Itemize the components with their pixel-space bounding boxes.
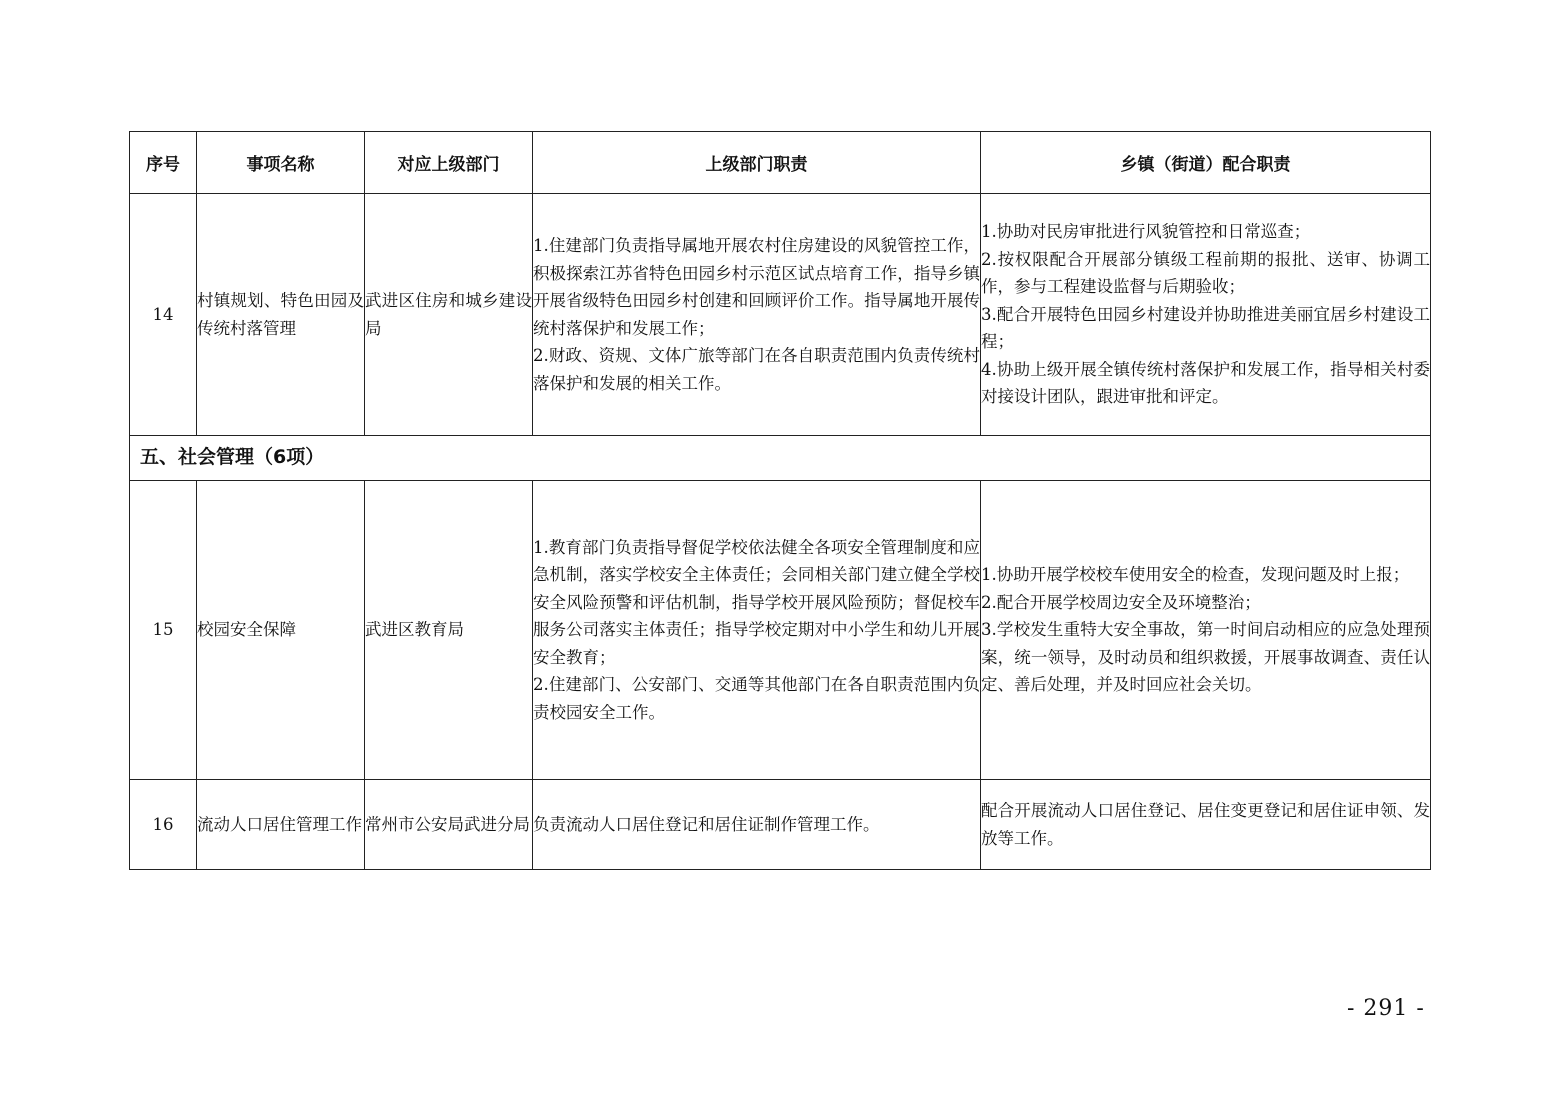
duty-item: 4.协助上级开展全镇传统村落保护和发展工作，指导相关村委对接设计团队，跟进审批和评定。 xyxy=(981,359,1430,407)
duty-item: 2.配合开展学校周边安全及环境整治； xyxy=(981,592,1261,612)
duty-item: 3.配合开展特色田园乡村建设并协助推进美丽宜居乡村建设工程； xyxy=(981,304,1430,352)
page-number: - 291 - xyxy=(1347,996,1425,1021)
row-item-name: 村镇规划、特色田园及传统村落管理 xyxy=(197,194,365,436)
row-item-name: 校园安全保障 xyxy=(197,481,365,780)
row-superior-duties xyxy=(533,780,981,870)
row-town-duties xyxy=(981,194,1431,436)
responsibility-table xyxy=(129,131,1431,870)
duty-item: 3.学校发生重特大安全事故，第一时间启动相应的应急处理预案，统一领导，及时动员和组织救援，开展事故调查、责任认定、善后处理，并及时回应社会关切。 xyxy=(981,620,1430,695)
duty-item: 1.教育部门负责指导督促学校依法健全各项安全管理制度和应急机制，落实学校安全主体责任；会同相关部门建立健全学校安全风险预警和评估机制，指导学校开展风险预防；督促校车服务公司落实主体责任；指导学校定期对中小学生和幼儿开展安全教育； xyxy=(533,537,980,667)
row-serial: 15 xyxy=(130,481,197,780)
row-serial: 14 xyxy=(130,194,197,436)
duty-item: 2.住建部门、公安部门、交通等其他部门在各自职责范围内负责校园安全工作。 xyxy=(533,675,980,722)
duty-item: 负责流动人口居住登记和居住证制作管理工作。 xyxy=(533,814,880,834)
row-serial: 16 xyxy=(130,780,197,870)
row-town-duties xyxy=(981,780,1431,870)
row-town-duties xyxy=(981,481,1431,780)
section-title: 五、社会管理（6项） xyxy=(130,436,1431,481)
header-row xyxy=(130,132,1431,194)
row-superior-dept: 常州市公安局武进分局 xyxy=(365,780,533,870)
header-superior-dept: 对应上级部门 xyxy=(365,132,533,194)
duty-item: 1.协助开展学校校车使用安全的检查，发现问题及时上报； xyxy=(981,565,1410,585)
duty-item: 配合开展流动人口居住登记、居住变更登记和居住证申领、发放等工作。 xyxy=(981,801,1430,848)
row-superior-dept: 武进区教育局 xyxy=(365,481,533,780)
duty-item: 1.住建部门负责指导属地开展农村住房建设的风貌管控工作，积极探索江苏省特色田园乡村示范区试点培育工作，指导乡镇开展省级特色田园乡村创建和回顾评价工作。指导属地开展传统村落保护和发展工作； xyxy=(533,236,980,338)
row-superior-dept: 武进区住房和城乡建设局 xyxy=(365,194,533,436)
row-superior-duties xyxy=(533,481,981,780)
header-item-name: 事项名称 xyxy=(197,132,365,194)
duty-item: 2.按权限配合开展部分镇级工程前期的报批、送审、协调工作，参与工程建设监督与后期验收； xyxy=(981,249,1430,297)
row-item-name: 流动人口居住管理工作 xyxy=(197,780,365,870)
row-superior-duties xyxy=(533,194,981,436)
section-row xyxy=(130,436,1431,481)
table-row xyxy=(130,780,1431,870)
header-superior-duties: 上级部门职责 xyxy=(533,132,981,194)
header-town-duties: 乡镇（街道）配合职责 xyxy=(981,132,1431,194)
duty-item: 2.财政、资规、文体广旅等部门在各自职责范围内负责传统村落保护和发展的相关工作。 xyxy=(533,346,980,393)
duty-item: 1.协助对民房审批进行风貌管控和日常巡查； xyxy=(981,222,1311,242)
header-serial: 序号 xyxy=(130,132,197,194)
table-row xyxy=(130,481,1431,780)
table-row xyxy=(130,194,1431,436)
